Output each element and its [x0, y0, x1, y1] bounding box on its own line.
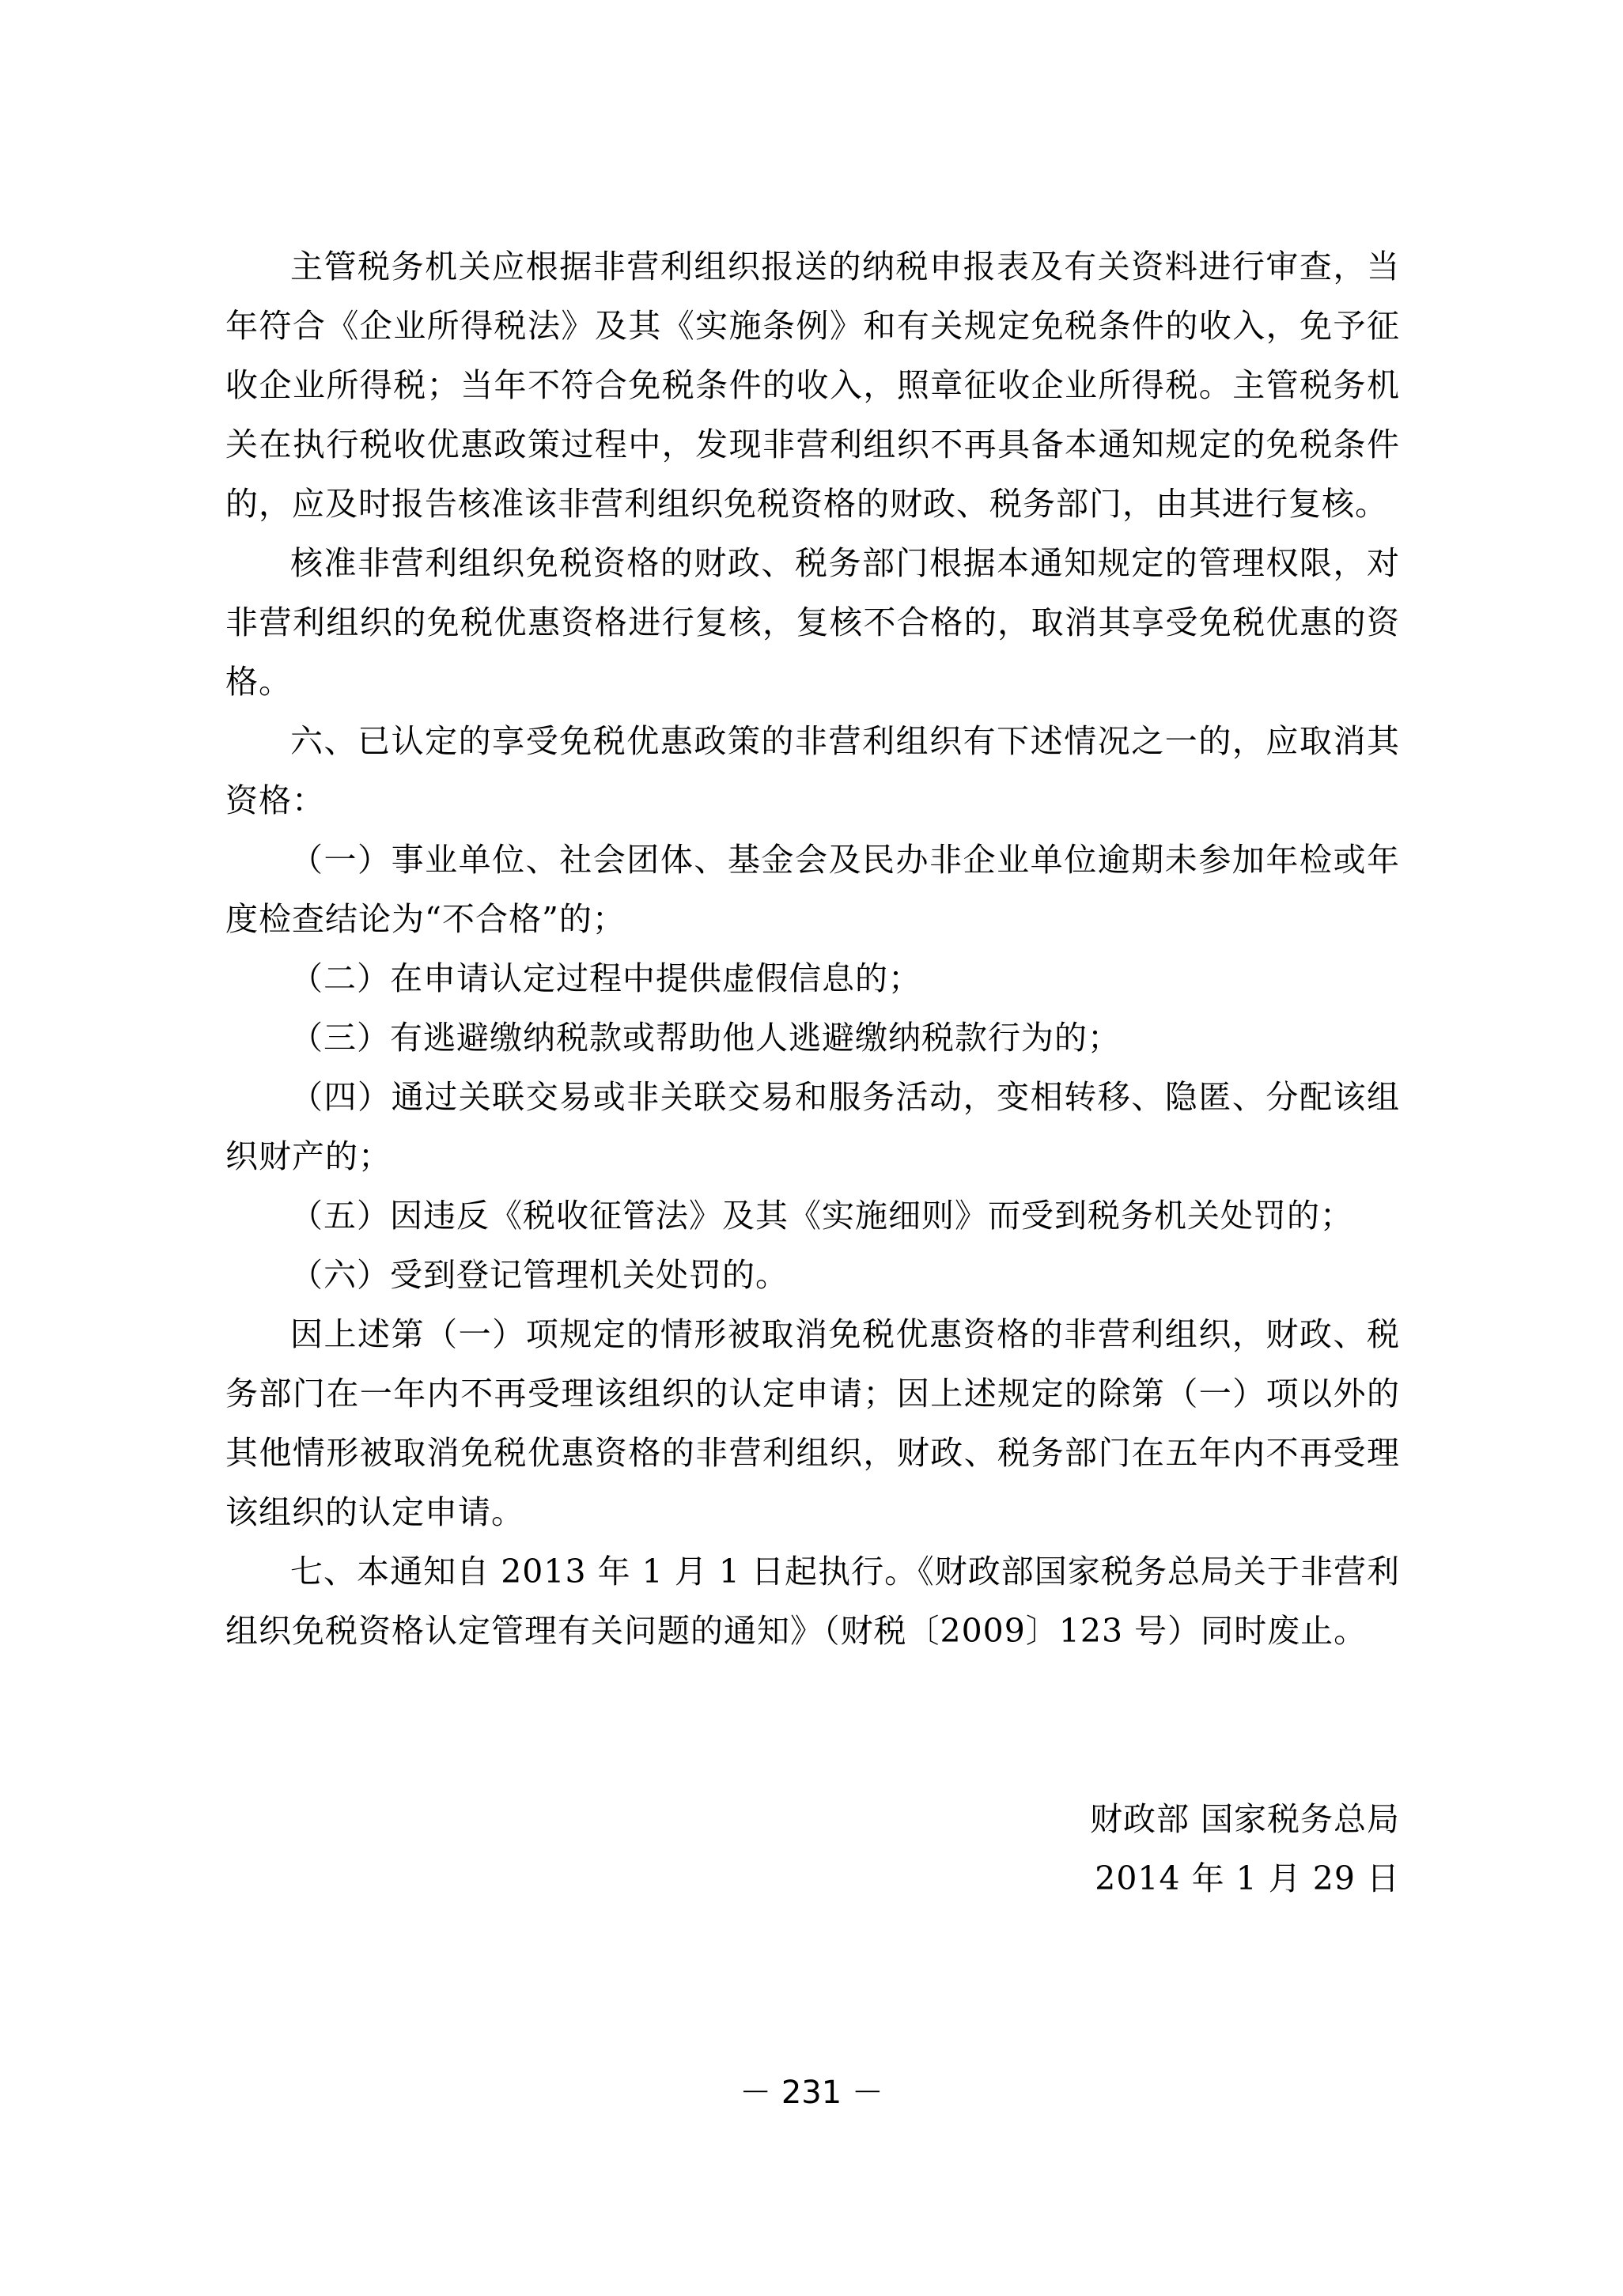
list-item-3: （三）有逃避缴纳税款或帮助他人逃避缴纳税款行为的；	[290, 1019, 1121, 1057]
page-number: － 231 －	[740, 2075, 883, 2111]
list-item-2: （二）在申请认定过程中提供虚假信息的；	[290, 959, 921, 997]
signature-block	[1090, 1790, 1400, 1908]
paragraph-section-seven: 七、本通知自 2013 年 1 月 1 日起执行。《财政部国家税务总局关于非营利组织免税资格认定管理有关问题的通知》（财税〔2009〕123 号）同时废止。	[225, 1553, 1400, 1650]
paragraph-review: 主管税务机关应根据非营利组织报送的纳税申报表及有关资料进行审查，当年符合《企业所得税法》及其《实施条例》和有关规定免税条件的收入，免予征收企业所得税；当年不符合免税条件的收入，照章征收企业所得税。主管税务机关在执行税收优惠政策过程中，发现非营利组织不再具备本通知规定的免税条件的，应及时报告核准该非营利组织免税资格的财政、税务部门，由其进行复核。	[225, 248, 1400, 523]
list-item-6: （六）受到登记管理机关处罚的。	[290, 1256, 789, 1294]
list-item-1: （一）事业单位、社会团体、基金会及民办非企业单位逾期未参加年检或年度检查结论为“不合格”的；	[225, 841, 1400, 938]
list-item-4: （四）通过关联交易或非关联交易和服务活动，变相转移、隐匿、分配该组织财产的；	[225, 1078, 1400, 1175]
paragraph-recheck: 核准非营利组织免税资格的财政、税务部门根据本通知规定的管理权限，对非营利组织的免税优惠资格进行复核，复核不合格的，取消其享受免税优惠的资格。	[225, 544, 1400, 701]
issuer-name: 财政部 国家税务总局	[1089, 1800, 1400, 1838]
document-body	[225, 237, 1400, 1661]
list-item-5: （五）因违反《税收征管法》及其《实施细则》而受到税务机关处罚的；	[290, 1197, 1353, 1235]
paragraph-reapplication: 因上述第（一）项规定的情形被取消免税优惠资格的非营利组织，财政、税务部门在一年内不再受理该组织的认定申请；因上述规定的除第（一）项以外的其他情形被取消免税优惠资格的非营利组织，财政、税务部门在五年内不再受理该组织的认定申请。	[225, 1315, 1400, 1531]
paragraph-section-six: 六、已认定的享受免税优惠政策的非营利组织有下述情况之一的，应取消其资格：	[225, 722, 1400, 819]
issue-date: 2014 年 1 月 29 日	[1095, 1859, 1400, 1897]
